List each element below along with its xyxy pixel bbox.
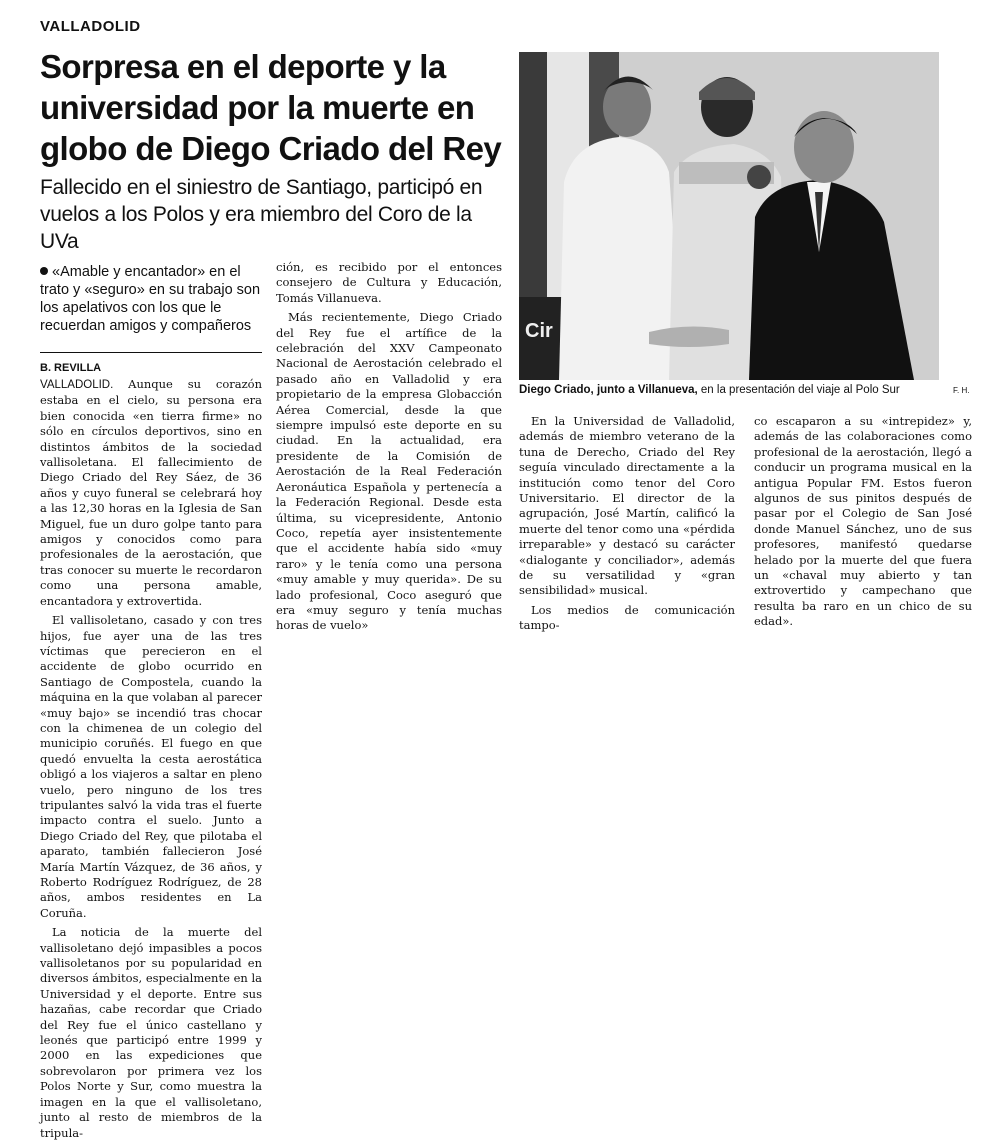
article-column-3 [519, 414, 735, 638]
photo-credit: F. H. [953, 386, 970, 395]
caption-text: en la presentación del viaje al Polo Sur [697, 384, 900, 396]
caption-bold: Diego Criado, junto a Villanueva, [519, 384, 698, 396]
headline: Sorpresa en el deporte y la universidad por la muerte en globo de Diego Criado del Rey [40, 48, 502, 167]
divider [40, 352, 262, 353]
news-photo [519, 52, 939, 380]
paragraph: co escaparon a su «intrepidez» y, además de las colaboraciones como profesional de la aerostación, llegó a conducir un programa musical en la antigua Popular FM. Estos fueron algunos de sus pinitos después de pasar por el Colegio de San José donde Manuel Sánchez, uno de sus profesores, manifestó quedarse helado por la muerte del que fuera un «chaval muy abierto y tan extrovertido y campechano que resulta ba raro en un chico de su edad». [754, 414, 972, 629]
lead-text: «Amable y encantador» en el trato y «seguro» en su trabajo son los apelativos con los que le recuerdan amigos y compañeros [40, 264, 261, 334]
article-column-1 [40, 377, 262, 1145]
bullet-icon [40, 267, 48, 275]
paragraph: VALLADOLID. Aunque su corazón estaba en el cielo, su persona era bien conocida «en tierra firme» no sólo en círculos deportivos, sino en distintos ámbitos de la sociedad vallisoletana. El fallecimiento de Diego Criado del Rey Sáez, de 36 años y cuyo funeral se celebrará hoy a las 12,30 horas en la Iglesia de San Miguel, fue un duro golpe tanto para amigos y conocidos como para profesionales de la aerostación, que tras conocer su muerte le recordaron como una persona amable, encantadora y extrovertida. [40, 377, 262, 608]
paragraph: La noticia de la muerte del vallisoletano dejó impasibles a pocos vallisoletanos por su popularidad en diversos ámbitos, especialmente en la Universidad y el deporte. Entre sus hazañas, cabe recordar que Criado del Rey fue el único castellano y leonés que participó entre 1999 y 2000 en las expediciones que sobrevolaron por primera vez los Polos Norte y Sur, como muestra la imagen en la que el vallisoletano, junto al resto de miembros de la tripula- [40, 925, 262, 1140]
paragraph: El vallisoletano, casado y con tres hijos, fue ayer una de las tres víctimas que perecieron en el accidente de globo ocurrido en Santiago de Compostela, cuando la máquina en la que volaban al parecer «muy bajo» se incendió tras chocar con la chimenea de un colegio del municipio coruñés. El fuego en que quedó envuelta la cesta aerostática obligó a los viajeros a saltar en pleno vuelo, pero ninguno de los tres tripulantes salvó la vida tras el fuerte impacto contra el suelo. Junto a Diego Criado del Rey, que pilotaba el aparato, también fallecieron José María Martín Vázquez, de 36 años, y Roberto Rodríguez Rodríguez, de 28 años, ambos residentes en La Coruña. [40, 613, 262, 920]
paragraph: En la Universidad de Valladolid, además de miembro veterano de la tuna de Derecho, Criado del Rey seguía vinculado directamente a la institución como tenor del Coro Universitario. El director de la agrupación, José Martín, calificó la muerte del tenor como una «pérdida irreparable» y destacó su carácter «dialogante y conciliador», además de su versatilidad y «gran sensibilidad» musical. [519, 414, 735, 598]
article-column-2 [276, 260, 502, 638]
photo-caption [519, 384, 969, 396]
dateline: VALLADOLID. [40, 379, 114, 391]
section-label: VALLADOLID [40, 18, 141, 35]
photo-illustration [519, 52, 939, 380]
article-column-4 [754, 414, 972, 634]
svg-text:Cir: Cir [525, 320, 553, 342]
paragraph: Más recientemente, Diego Criado del Rey fue el artífice de la celebración del XXV Campeonato Nacional de Aerostación celebrado el pasado año en Valladolid y era propietario de la empresa Globacción Aérea Comercial, desde la que siempre impulsó este deporte en su ciudad. En la actualidad, era presidente de la Comisión de Aerostación de la Real Federación Aeronáutica Española y pertenecía a la Federación Regional. Desde esta última, su vicepresidente, Antonio Coco, repetía ayer insistentemente que el accidente había sido «muy raro» y le tenía como una persona «muy amable y muy querida». De su lado profesional, Coco aseguró que era «muy seguro y tenía muchas horas de vuelo» [276, 310, 502, 633]
byline: B. REVILLA [40, 362, 102, 374]
subheadline: Fallecido en el siniestro de Santiago, participó en vuelos a los Polos y era miembro del Coro de la UVa [40, 176, 483, 253]
paragraph: Los medios de comunicación tampo- [519, 602, 735, 633]
paragraph: ción, es recibido por el entonces consejero de Cultura y Educación, Tomás Villanueva. [276, 260, 502, 305]
lead-summary [40, 263, 262, 335]
